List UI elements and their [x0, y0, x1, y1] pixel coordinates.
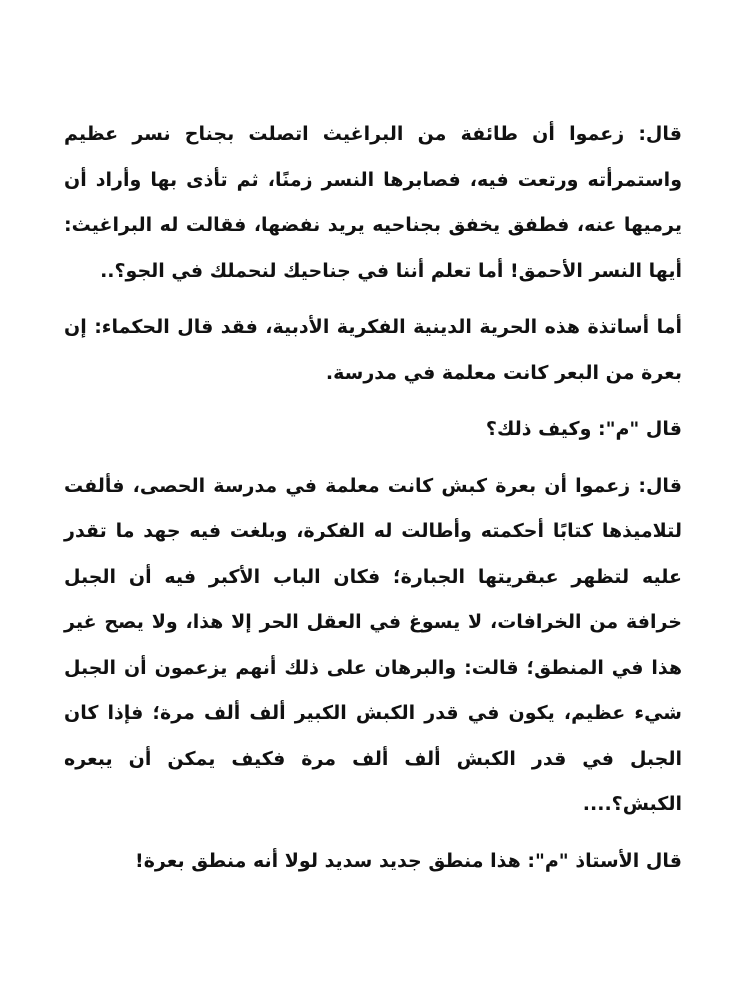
paragraph-2: أما أساتذة هذه الحرية الدينية الفكرية الأدبية، فقد قال الحكماء: إن بعرة من البعر كانت معلمة في مدرسة. — [64, 316, 682, 384]
paragraph-1: قال: زعموا أن طائفة من البراغيث اتصلت بجناح نسر عظيم واستمرأته ورتعت فيه، فصابرها النسر زمنًا، ثم تأذى بها وأراد أن يرميها عنه، فطفق يخفق بجناحيه يريد نفضها، فقالت له البراغيث: أيها النسر الأحمق! أما تعلم أننا في جناحيك لنحملك في الجو؟.. — [64, 123, 682, 282]
paragraph-4: قال: زعموا أن بعرة كبش كانت معلمة في مدرسة الحصى، فألفت لتلاميذها كتابًا أحكمته وأطالت له الفكرة، وبلغت فيه جهد ما تقدر عليه لتظهر عبقريتها الجبارة؛ فكان الباب الأكبر فيه أن الجبل خرافة من الخرافات، لا يسوغ في العقل الحر إلا هذا، ولا يصح غير هذا في المنطق؛ قالت: والبرهان على ذلك أنهم يزعمون أن الجبل شيء عظيم، يكون في قدر الكبش الكبير ألف ألف مرة؛ فإذا كان الجبل في قدر الكبش ألف ألف مرة فكيف يمكن أن يبعره الكبش؟.... — [64, 474, 682, 815]
document-page — [64, 112, 682, 895]
paragraph-3: قال "م": وكيف ذلك؟ — [485, 418, 682, 440]
paragraph-5: قال الأستاذ "م": هذا منطق جديد سديد لولا أنه منطق بعرة! — [135, 849, 682, 872]
